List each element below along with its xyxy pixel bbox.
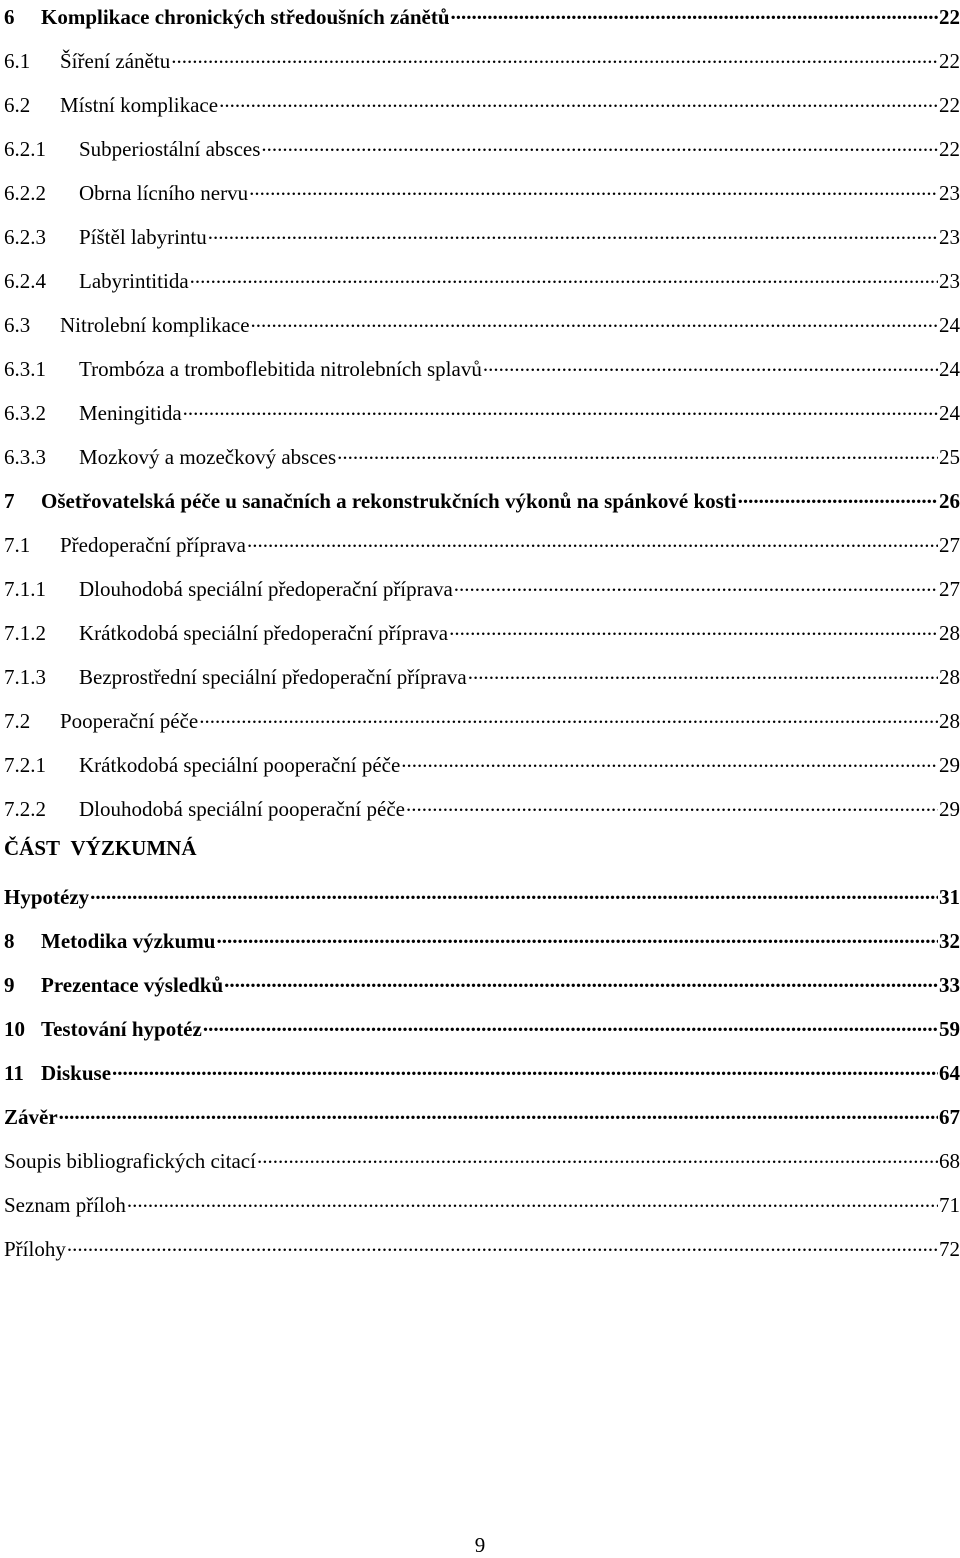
toc-part-theoretical [4,0,960,836]
toc-leader-dots [67,1232,938,1256]
toc-leader-dots [451,0,938,24]
toc-entry-number: 6 [4,5,15,29]
toc-entry-title: Šíření zánětu [60,49,171,73]
toc-entry-title: Předoperační příprava [60,533,246,557]
toc-leader-dots [203,1012,938,1036]
toc-entry-page: 23 [939,269,960,293]
toc-entry-number: 7.2.1 [4,753,46,777]
toc-entry-title: Závěr [4,1105,58,1129]
toc-entry-number: 10 [4,1017,25,1041]
toc-entry-title: Dlouhodobá speciální předoperační příprava [79,577,453,601]
toc-entry-page: 27 [939,577,960,601]
toc-entry-title: Nitrolební komplikace [60,313,250,337]
toc-entry-number: 6.1 [4,49,31,73]
toc-entry-number: 8 [4,929,15,953]
toc-entry[interactable] [4,528,960,572]
toc-entry-title: Ošetřovatelská péče u sanačních a rekonstrukčních výkonů na spánkové kosti [41,489,737,513]
section-heading: ČÁST VÝZKUMNÁ [4,836,197,860]
toc-entry-title: Metodika výzkumu [41,929,216,953]
toc-entry-page: 22 [939,49,960,73]
toc-entry-title: Labyrintitida [79,269,189,293]
toc-entry[interactable] [4,352,960,396]
toc-entry-title: Prezentace výsledků [41,973,224,997]
toc-leader-dots [59,1100,938,1124]
toc-leader-dots [216,924,938,948]
toc-entry[interactable] [4,968,960,1012]
toc-entry-number: 7.2.2 [4,797,46,821]
toc-entry-title: Subperiostální absces [79,137,261,161]
toc-entry-page: 27 [939,533,960,557]
toc-leader-dots [738,484,938,508]
toc-entry[interactable] [4,616,960,660]
toc-entry[interactable] [4,1056,960,1100]
toc-entry[interactable] [4,880,960,924]
toc-entry[interactable] [4,0,960,44]
toc-entry-number: 6.2 [4,93,31,117]
toc-leader-dots [90,880,938,904]
toc-entry-page: 28 [939,621,960,645]
toc-entry-page: 23 [939,225,960,249]
toc-entry-title: Trombóza a tromboflebitida nitrolebních splavů [79,357,482,381]
toc-entry-page: 59 [939,1017,960,1041]
toc-entry-title: Diskuse [41,1061,112,1085]
toc-entry[interactable] [4,396,960,440]
toc-leader-dots [112,1056,938,1080]
toc-entry-page: 32 [939,929,960,953]
toc-entry-page: 71 [939,1193,960,1217]
toc-entry-number: 9 [4,973,15,997]
toc-entry-title: Píštěl labyrintu [79,225,207,249]
toc-entry-page: 23 [939,181,960,205]
toc-leader-dots [208,220,938,244]
toc-entry-title: Meningitida [79,401,182,425]
toc-entry[interactable] [4,132,960,176]
toc-entry[interactable] [4,440,960,484]
toc-entry[interactable] [4,44,960,88]
toc-entry[interactable] [4,1100,960,1144]
toc-leader-dots [449,616,938,640]
toc-leader-dots [406,792,938,816]
toc-entry[interactable] [4,704,960,748]
toc-entry-number: 6.3 [4,313,31,337]
toc-entry[interactable] [4,924,960,968]
toc-leader-dots [251,308,938,332]
toc-entry-number: 11 [4,1061,24,1085]
toc-entry-page: 24 [939,313,960,337]
toc-leader-dots [219,88,938,112]
toc-entry-number: 7 [4,489,15,513]
toc-entry-title: Místní komplikace [60,93,219,117]
toc-entry-page: 29 [939,797,960,821]
toc-entry-title: Hypotézy [4,885,90,909]
toc-entry-page: 67 [939,1105,960,1129]
toc-entry[interactable] [4,792,960,836]
toc-entry-page: 64 [939,1061,960,1085]
toc-entry-page: 24 [939,401,960,425]
toc-part-research [4,880,960,1276]
toc-entry[interactable] [4,220,960,264]
toc-leader-dots [337,440,938,464]
toc-entry[interactable] [4,308,960,352]
toc-entry[interactable] [4,660,960,704]
toc-entry-page: 22 [939,5,960,29]
toc-leader-dots [454,572,938,596]
toc-entry-page: 25 [939,445,960,469]
toc-entry-number: 7.1.2 [4,621,46,645]
toc-leader-dots [261,132,938,156]
toc-entry-number: 7.1.1 [4,577,46,601]
toc-entry-title: Obrna lícního nervu [79,181,249,205]
table-of-contents [4,0,960,1276]
toc-leader-dots [224,968,938,992]
toc-entry-number: 6.3.1 [4,357,46,381]
toc-entry-page: 22 [939,137,960,161]
toc-entry[interactable] [4,1144,960,1188]
toc-entry-title: Testování hypotéz [41,1017,202,1041]
toc-entry-page: 26 [939,489,960,513]
toc-entry-number: 7.1 [4,533,31,557]
toc-leader-dots [199,704,938,728]
toc-entry-title: Mozkový a mozečkový absces [79,445,337,469]
toc-leader-dots [190,264,938,288]
toc-leader-dots [257,1144,938,1168]
toc-entry-number: 6.3.3 [4,445,46,469]
toc-entry-title: Krátkodobá speciální pooperační péče [79,753,401,777]
toc-entry-number: 6.2.3 [4,225,46,249]
toc-leader-dots [171,44,938,68]
toc-entry-title: Soupis bibliografických citací [4,1149,256,1173]
toc-leader-dots [401,748,938,772]
toc-entry-number: 7.2 [4,709,31,733]
toc-leader-dots [183,396,938,420]
toc-leader-dots [468,660,938,684]
toc-entry-number: 6.2.2 [4,181,46,205]
toc-entry-page: 24 [939,357,960,381]
toc-entry-title: Dlouhodobá speciální pooperační péče [79,797,405,821]
toc-entry-title: Seznam příloh [4,1193,126,1217]
toc-entry-title: Bezprostřední speciální předoperační příprava [79,665,467,689]
toc-entry[interactable] [4,88,960,132]
toc-entry-page: 22 [939,93,960,117]
toc-entry-page: 33 [939,973,960,997]
toc-entry-page: 28 [939,665,960,689]
toc-entry-page: 31 [939,885,960,909]
toc-leader-dots [127,1188,938,1212]
page-number: 9 [474,1533,486,1557]
toc-entry-number: 6.2.1 [4,137,46,161]
toc-entry[interactable] [4,484,960,528]
toc-entry-title: Přílohy [4,1237,66,1261]
toc-entry[interactable] [4,264,960,308]
toc-entry-page: 29 [939,753,960,777]
toc-entry-number: 6.3.2 [4,401,46,425]
toc-entry[interactable] [4,1232,960,1276]
toc-entry[interactable] [4,1188,960,1232]
toc-entry-title: Krátkodobá speciální předoperační příprava [79,621,449,645]
toc-entry[interactable] [4,748,960,792]
toc-entry-title: Komplikace chronických středoušních zánětů [41,5,450,29]
toc-entry-title: Pooperační péče [60,709,199,733]
toc-entry-number: 7.1.3 [4,665,46,689]
toc-leader-dots [483,352,938,376]
toc-entry[interactable] [4,1012,960,1056]
toc-entry-page: 68 [939,1149,960,1173]
toc-entry-page: 72 [939,1237,960,1261]
toc-leader-dots [249,176,938,200]
toc-entry-number: 6.2.4 [4,269,46,293]
toc-entry[interactable] [4,176,960,220]
toc-entry[interactable] [4,572,960,616]
toc-leader-dots [247,528,938,552]
toc-entry-page: 28 [939,709,960,733]
